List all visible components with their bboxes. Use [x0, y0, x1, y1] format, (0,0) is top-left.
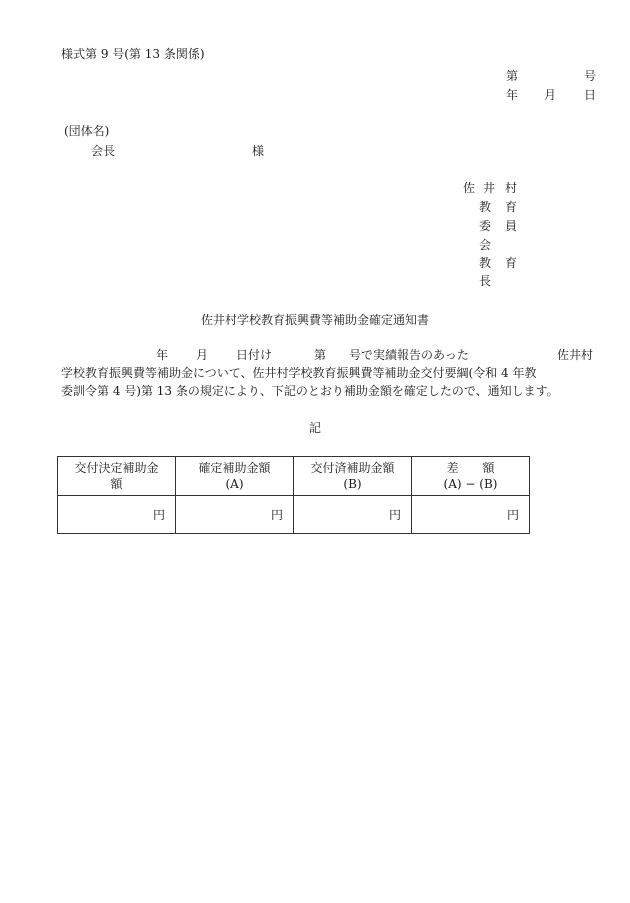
- ki-label: 記: [308, 421, 321, 435]
- issuer-char: 井: [482, 181, 495, 195]
- header-line: 交付済補助金額: [310, 461, 395, 475]
- recipient-org-name: (団体名): [64, 124, 110, 138]
- form-label: 様式第 9 号(第 13 条関係): [61, 47, 205, 61]
- body-go: 号で実績報告のあった: [349, 348, 469, 362]
- date-year: 年: [506, 88, 519, 102]
- header-confirmed-amount: [176, 457, 294, 496]
- header-difference: [412, 457, 530, 496]
- recipient-title: 会長: [91, 144, 116, 158]
- issuer-char: 長: [478, 274, 491, 288]
- body-dai: 第: [314, 348, 327, 362]
- document-title: 佐井村学校教育振興費等補助金確定通知書: [200, 313, 429, 327]
- issuer-char: 佐: [462, 181, 475, 195]
- header-line: 確定補助金額: [198, 461, 271, 475]
- cell-difference: 円: [412, 496, 530, 534]
- issuer-char: 委: [478, 219, 491, 233]
- table-header-row: [58, 457, 530, 496]
- recipient-honorific: 様: [252, 144, 265, 158]
- date-day: 日: [584, 88, 597, 102]
- issuer-char: 育: [504, 200, 517, 214]
- cell-decided-amount: 円: [58, 496, 176, 534]
- issuer-char: 村: [504, 181, 517, 195]
- header-line: 差 額: [446, 461, 495, 475]
- body-month: 月: [196, 348, 209, 362]
- table-row: [58, 496, 530, 534]
- header-line: 交付決定補助金: [74, 461, 159, 475]
- header-line: (A): [225, 477, 244, 491]
- cell-confirmed-amount: 円: [176, 496, 294, 534]
- issuer-char: 員: [504, 219, 517, 233]
- doc-number-prefix: 第: [506, 69, 519, 83]
- cell-paid-amount: 円: [294, 496, 412, 534]
- grant-amount-table: [57, 456, 530, 534]
- date-month: 月: [544, 88, 557, 102]
- issuer-char: 会: [478, 238, 491, 252]
- body-line-2: 学校教育振興費等補助金について、佐井村学校教育振興費等補助金交付要綱(令和 4 年教: [61, 366, 537, 380]
- body-subject-start: 佐井村: [557, 348, 594, 362]
- doc-number-suffix: 号: [584, 69, 597, 83]
- body-paragraph: [61, 346, 597, 400]
- body-line-3: 委訓令第 4 号)第 13 条の規定により、下記のとおり補助金額を確定したので、通知します。: [61, 384, 559, 398]
- header-decided-amount: [58, 457, 176, 496]
- body-year: 年: [156, 348, 169, 362]
- header-line: (B): [343, 477, 362, 491]
- header-paid-amount: [294, 457, 412, 496]
- header-line: (A) − (B): [443, 477, 498, 491]
- body-day: 日付け: [236, 348, 273, 362]
- header-line: 額: [110, 477, 123, 491]
- issuer-char: 教: [478, 256, 491, 270]
- issuer-char: 教: [478, 200, 491, 214]
- body-line-1: [61, 346, 597, 364]
- issuer-char: 育: [504, 256, 517, 270]
